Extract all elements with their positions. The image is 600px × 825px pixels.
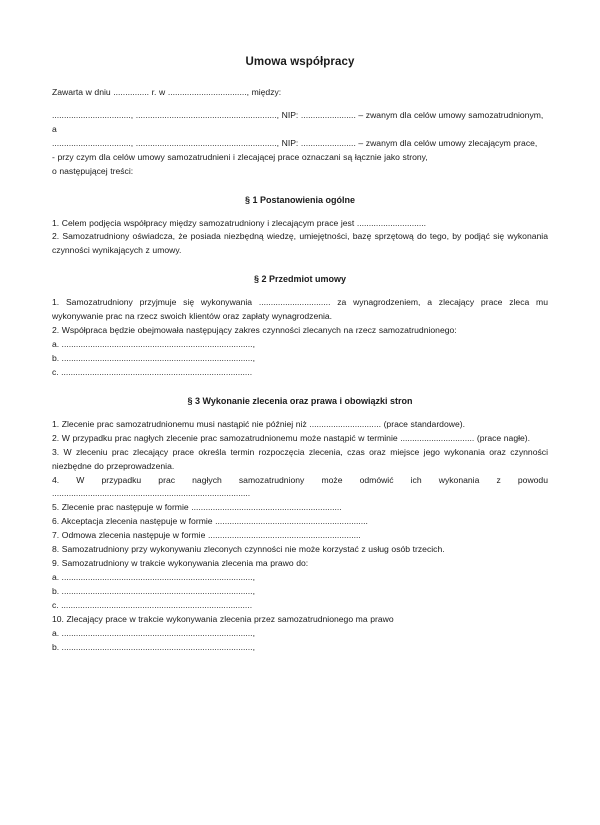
section-3-item-c: c. ................................................................................	[52, 599, 253, 610]
section-2-heading: § 2 Przedmiot umowy	[253, 274, 347, 285]
section-1-paragraph-2: 2. Samozatrudniony oświadcza, że posiada niezbędną wiedzę, umiejętności, bazę sprzętową do tego, by podjąć się wykonania czynności wynikających z umowy.	[52, 231, 548, 256]
section-2-item-a: a. ................................................................................,	[52, 339, 255, 350]
section-3-paragraph-7: 7. Odmowa zlecenia następuje w formie ................................................................	[52, 530, 361, 541]
section-3-paragraph-5: 5. Zlecenie prac następuje w formie ...............................................................	[52, 502, 342, 513]
section-1-heading: § 1 Postanowienia ogólne	[244, 194, 356, 205]
section-3-paragraph-1: 1. Zlecenie prac samozatrudnionemu musi nastąpić nie później niż .............................. (prace standardowe).	[52, 418, 465, 429]
section-1-paragraph-1: 1. Celem podjęcia współpracy między samozatrudniony i zlecającym prace jest .............................	[52, 217, 427, 228]
section-3-item-a: a. ................................................................................,	[52, 571, 255, 582]
intro-line-4: ................................., ..........................................................., NIP: ....................... – zwanym dla celów umowy zlecającym prace,	[52, 137, 538, 148]
intro-line-1: Zawarta w dniu ............... r. w ................................., między:	[52, 87, 282, 97]
section-3-heading: § 3 Wykonanie zlecenia oraz prawa i obowiązki stron	[187, 395, 413, 406]
intro-line-2: ................................., ..........................................................., NIP: ....................... – zwanym dla celów umowy samozatrudnionym,	[52, 109, 544, 120]
section-3-item-b: b. ................................................................................,	[52, 585, 255, 596]
section-3-item-b2: b. ................................................................................,	[52, 641, 255, 652]
intro-block	[52, 86, 548, 179]
intro-line-6: o następującej treści:	[52, 165, 134, 176]
section-2-body	[52, 296, 548, 380]
section-2-item-c: c. ................................................................................	[52, 366, 253, 377]
section-1-body	[52, 217, 548, 259]
section-3-paragraph-2: 2. W przypadku prac nagłych zlecenie prac samozatrudnionemu może nastąpić w terminie ............................... (prace nagłe).	[52, 432, 531, 443]
section-3-paragraph-10: 10. Zlecający prace w trakcie wykonywania zlecenia przez samozatrudnionego ma prawo	[52, 613, 394, 624]
page-title: Umowa współpracy	[245, 56, 355, 68]
section-3-paragraph-8: 8. Samozatrudniony przy wykonywaniu zleconych czynności nie może korzystać z usług osób trzecich.	[52, 544, 445, 555]
section-3-paragraph-6: 6. Akceptacja zlecenia następuje w formie ................................................................	[52, 516, 368, 527]
intro-line-3: a	[52, 123, 57, 134]
section-2-paragraph-1: 1. Samozatrudniony przyjmuje się wykonywania .............................. za wynagrodzeniem, a zlecający prace zleca mu wykonywanie prac na rzecz swoich klientów oraz zapłaty wynagrodzenia.	[52, 297, 548, 322]
section-3-paragraph-9: 9. Samozatrudniony w trakcie wykonywania zlecenia ma prawo do:	[52, 558, 309, 569]
section-3-item-a2: a. ................................................................................,	[52, 627, 255, 638]
section-3-paragraph-3: 3. W zleceniu prac zlecający prace określa termin rozpoczęcia zlecenia, czas oraz miejsce jego wykonania oraz czynności niezbędne do przeprowadzenia.	[52, 446, 548, 471]
section-3-body	[52, 418, 548, 655]
section-2-paragraph-2: 2. Współpraca będzie obejmowała następujący zakres czynności zlecanych na rzecz samozatrudnionego:	[52, 325, 457, 336]
section-3-paragraph-4: 4. W przypadku prac nagłych samozatrudniony może odmówić ich wykonania z powodu ...................................................................................	[52, 474, 548, 499]
section-2-item-b: b. ................................................................................,	[52, 352, 255, 363]
intro-line-5: - przy czym dla celów umowy samozatrudnieni i zlecającej prace oznaczani są łącznie jako strony,	[52, 151, 428, 162]
